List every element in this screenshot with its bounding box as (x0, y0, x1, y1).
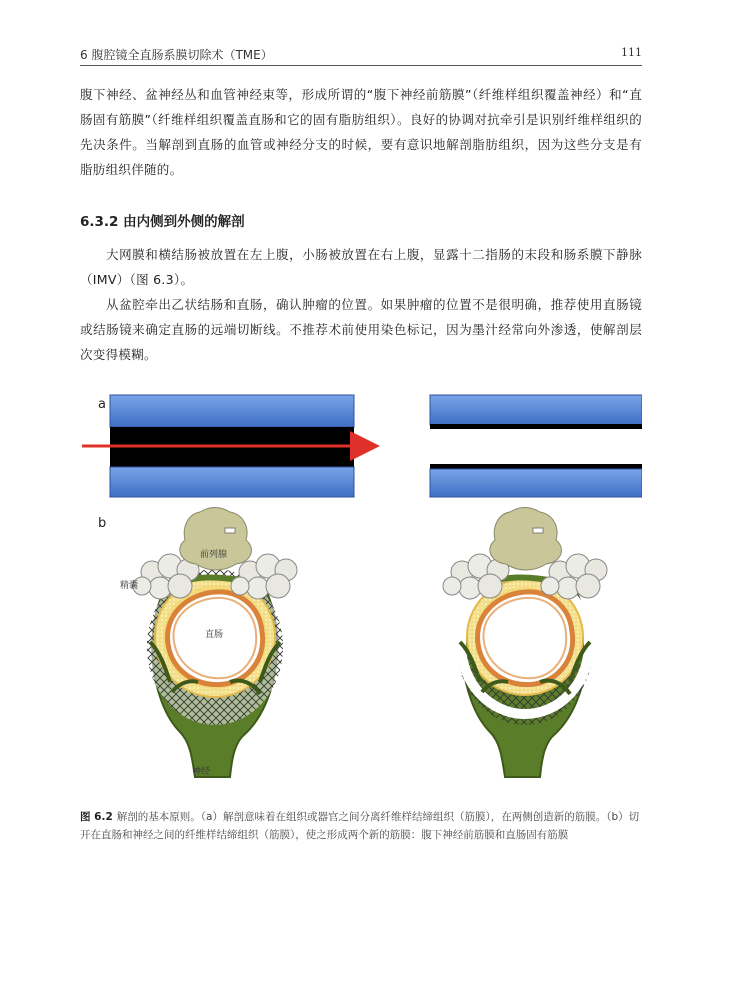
cross-section-left (120, 508, 297, 778)
page-number: 111 (621, 46, 642, 59)
label-rectum: 直肠 (205, 630, 224, 640)
panel-a-right (430, 395, 642, 497)
panel-a-label: a (98, 397, 106, 412)
chapter-title: 6 腹腔镜全直肠系膜切除术（TME） (80, 48, 273, 62)
label-prostate: 前列腺 (200, 550, 228, 560)
section-heading: 6.3.2 由内侧到外侧的解剖 (80, 214, 245, 230)
caption-label: 图 6.2 (80, 811, 113, 823)
label-seminal: 精囊 (120, 581, 139, 591)
panel-b-label: b (98, 516, 107, 531)
caption-text: 解剖的基本原则。（a）解剖意味着在组织或器官之间分离纤维样结缔组织（筋膜），在两侧创造新的筋膜。（b）切开在直肠和神经之间的纤维样结缔组织（筋膜），使之形成两个新的筋膜：腹下神经前筋膜和直肠固有筋膜 (80, 811, 640, 841)
paragraph-3: 从盆腔牵出乙状结肠和直肠，确认肿瘤的位置。如果肿瘤的位置不是很明确，推荐使用直肠镜或结肠镜来确定直肠的远端切断线。不推荐术前使用染色标记，因为墨汁经常向外渗透，使解剖层次变得模糊。 (80, 297, 642, 362)
running-header (80, 46, 642, 62)
label-nerve: 神经 (192, 767, 211, 777)
cross-section-right (443, 508, 607, 778)
paragraph-1: 腹下神经、盆神经丛和血管神经束等，形成所谓的“腹下神经前筋膜”（纤维样组织覆盖神经）和“直肠固有筋膜”（纤维样组织覆盖直肠和它的固有脂肪组织）。良好的协调对抗牵引是识别纤维样组织的先决条件。当解剖到直肠的血管或神经分支的时候，要有意识地解剖脂肪组织，因为这些分支是有脂肪组织伴随的。 (80, 87, 642, 177)
figure-caption (80, 808, 642, 844)
paragraph-2: 大网膜和横结肠被放置在左上腹，小肠被放置在右上腹，显露十二指肠的末段和肠系膜下静脉（IMV）（图 6.3）。 (80, 247, 642, 287)
header-rule (80, 65, 642, 66)
panel-a-left (82, 395, 368, 497)
figure-6-2 (80, 382, 642, 792)
